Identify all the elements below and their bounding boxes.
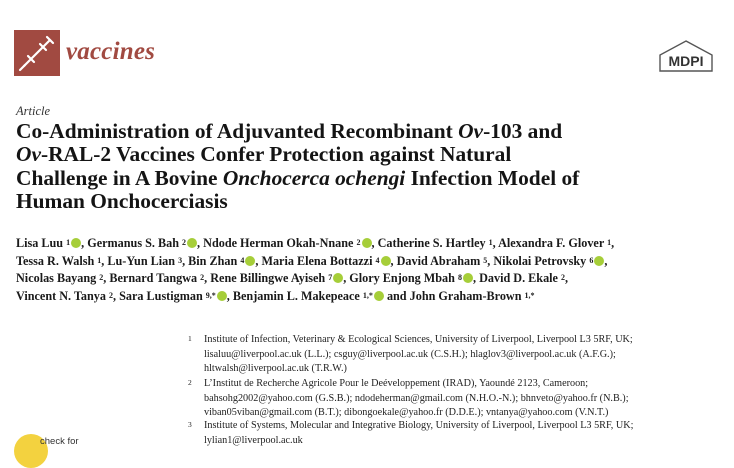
- orcid-icon[interactable]: [463, 273, 473, 283]
- check-for-updates-label[interactable]: check for: [40, 436, 79, 447]
- orcid-icon[interactable]: [381, 256, 391, 266]
- affiliation-1: 1 Institute of Infection, Veterinary & Ecological Sciences, University of Liverpool, Liverpool L3 5RF, UK; lisaluu@liverpool.ac.uk (L.L.); csguy@liverpool.ac.uk (C.S.H.); hlaglov3@liverpool.ac.uk (A.F.G.); hltwalsh@liverpool.ac.uk (T.R.W.): [188, 334, 633, 375]
- orcid-icon[interactable]: [71, 238, 81, 248]
- article-title: Co-Administration of Adjuvanted Recombinant Ov-103 and Ov-RAL-2 Vaccines Confer Protection against Natural Challenge in A Bovine Onchocerca ochengi Infection Model of Human Onchocerciasis: [16, 119, 580, 214]
- author-list: Lisa Luu $^1$ , Germanus S. Bah $^2$ , Ndode Herman Okah-Nnane $^2$ , Catherine S. Hartley $^1$, Alexandra F. Glover $^1$, Tessa R. Walsh $^1$, Lu-Yun Lian $^3$, Bin Zhan $^4$ , Maria Elena Bottazzi $^4$ , David Abraham $^5$, Nikolai Petrovsky $^6$ , Nicolas Bayang $^2$, Bernard Tangwa $^2$, Rene Billingwe Ayiseh $^7$ , Glory Enjong Mbah $^8$ , David D. Ekale $^2$, Vincent N. Tanya $^2$, Sara Lustigman $^{9,*}$ , Benjamin L. Makepeace $^{1,*}$ and John Graham-Brown $^{1,*}$: [16, 236, 615, 303]
- journal-logo: [14, 30, 60, 76]
- journal-name[interactable]: vaccines: [66, 38, 156, 65]
- orcid-icon[interactable]: [594, 256, 604, 266]
- syringe-icon: [14, 30, 60, 76]
- orcid-icon[interactable]: [245, 256, 255, 266]
- orcid-icon[interactable]: [217, 291, 227, 301]
- article-type: Article: [16, 104, 51, 118]
- mdpi-logo[interactable]: [658, 40, 714, 74]
- affiliation-2: 2 L’Institut de Recherche Agricole Pour le Deéveloppement (IRAD), Yaoundé 2123, Cameroon; bahsohg2002@yahoo.com (G.S.B.); ndodeherman@gmail.com (N.H.O.-N.); bhnveto@yahoo.fr (N.B.); viban05viban@gmail.com (B.T.); dibongoekale@yahoo.fr (D.D.E.); vntanya@yahoo.com (V.N.T.): [188, 378, 629, 419]
- orcid-icon[interactable]: [187, 238, 197, 248]
- orcid-icon[interactable]: [374, 291, 384, 301]
- orcid-icon[interactable]: [333, 273, 343, 283]
- affiliation-3: 3 Institute of Systems, Molecular and Integrative Biology, University of Liverpool, Liverpool L3 5RF, UK; lylian1@liverpool.ac.uk: [188, 420, 634, 446]
- publisher-label: MDPI: [668, 53, 704, 69]
- orcid-icon[interactable]: [362, 238, 372, 248]
